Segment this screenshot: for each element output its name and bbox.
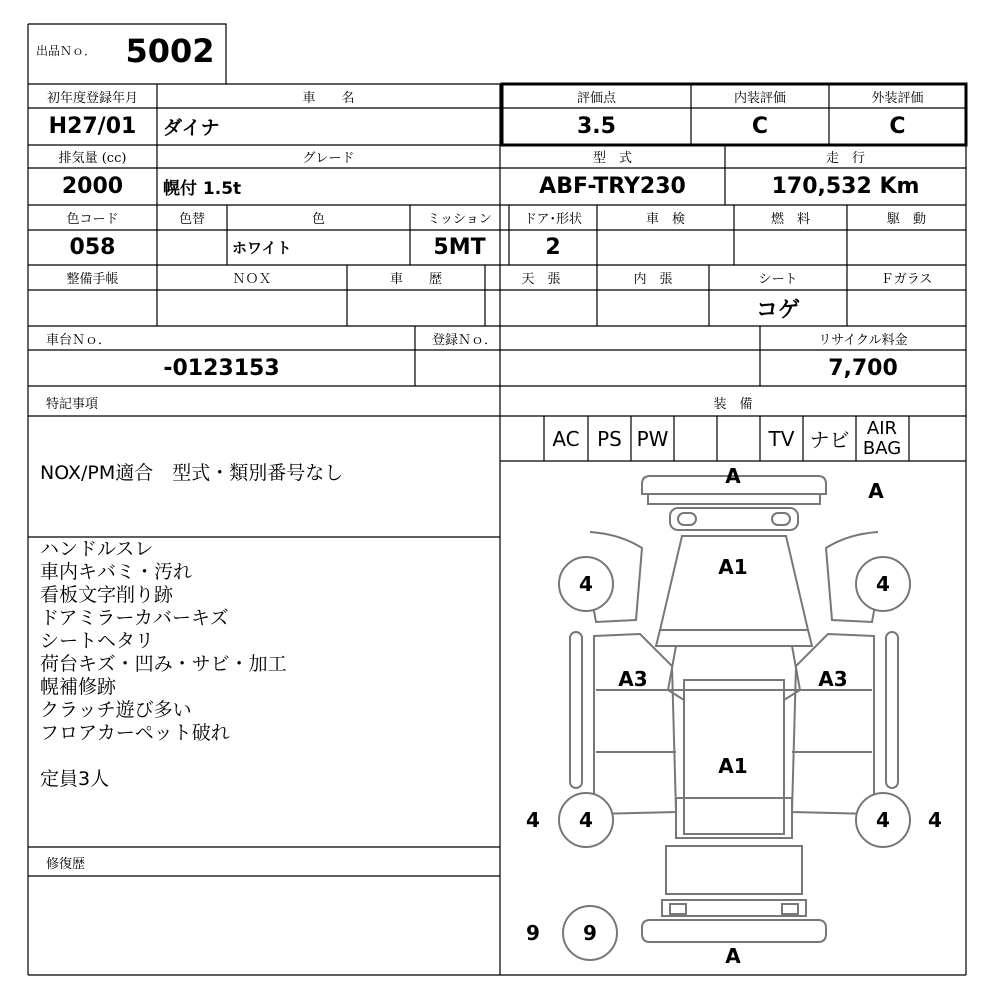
equip-ps: PS (597, 426, 622, 451)
tire-front-right-mark: 4 (876, 572, 890, 596)
notes-top-text: NOX/PM適合 型式・類別番号なし (40, 462, 344, 484)
seat-value: コゲ (755, 297, 800, 323)
note-line (40, 745, 287, 768)
tire-rear-right-outer-mark: 4 (928, 808, 942, 832)
left-door-shape (594, 634, 676, 814)
seat-label: シート (758, 272, 798, 287)
repair-label: 修復歴 (46, 856, 86, 872)
color-code-label: 色コード (66, 212, 119, 227)
front-right-mark: A (868, 479, 884, 503)
front-mark: A (725, 464, 741, 488)
grade-value: 幌付 1.5t (163, 179, 242, 199)
name-label: 車 名 (302, 90, 355, 106)
color-code-value: 058 (69, 235, 116, 260)
note-line: 幌補修跡 (40, 676, 117, 698)
drive-label: 駆 動 (886, 212, 926, 227)
notes-label: 特記事項 (46, 396, 99, 412)
roof-mark: A1 (718, 754, 748, 778)
note-line: ハンドルスレ (40, 538, 154, 560)
exterior-label: 外装評価 (871, 90, 924, 106)
color-label: 色 (311, 212, 325, 227)
equip-ac: AC (552, 426, 580, 451)
note-line: クラッチ遊び多い (40, 699, 192, 721)
windshield-mark: A1 (718, 555, 748, 579)
tire-front-left-mark: 4 (579, 572, 593, 596)
note-line: 車内キバミ・汚れ (40, 561, 193, 583)
recycle-value: 7,700 (828, 355, 898, 381)
score-value: 3.5 (577, 114, 616, 139)
mission-label: ミッション (427, 212, 492, 227)
vehicle-diagram (500, 461, 966, 975)
mileage-value: 170,532 Km (771, 174, 920, 199)
note-line: 定員3人 (40, 768, 110, 790)
note-line: シートヘタリ (40, 630, 155, 652)
right-door-shape (792, 634, 874, 814)
cab-roof-shape (668, 646, 800, 690)
note-line: ドアミラーカバーキズ (40, 607, 229, 629)
model-label: 型 式 (592, 151, 632, 166)
notes-list (40, 538, 287, 791)
name-value: ダイナ (163, 117, 220, 139)
model-value: ABF-TRY230 (539, 174, 686, 199)
door-label: ドア･形状 (523, 212, 583, 227)
displacement-label: 排気量 (cc) (58, 151, 127, 166)
interior-value: C (751, 114, 769, 139)
rear-mark: A (725, 944, 741, 968)
lot-label: 出品Ｎｏ． (36, 43, 97, 58)
regno-label: 登録Ｎｏ． (432, 332, 498, 348)
displacement-value: 2000 (61, 174, 124, 199)
left-side-mark: A3 (618, 667, 648, 691)
note-line: 看板文字削り跡 (40, 584, 174, 606)
interior-label: 内装評価 (733, 90, 786, 106)
exterior-value: C (889, 114, 906, 139)
windshield-shape (660, 536, 808, 630)
spare-tire-mark: 9 (583, 921, 597, 945)
inspection-label: 車 検 (645, 212, 685, 227)
grille-shape (670, 508, 798, 530)
history-label: 車 歴 (389, 272, 442, 287)
color-value: ホワイト (232, 239, 292, 257)
door-value: 2 (545, 235, 561, 260)
right-side-mark: A3 (818, 667, 848, 691)
lot-number: 5002 (125, 32, 215, 70)
tire-rear-left-mark: 4 (579, 808, 593, 832)
tire-rear-left-outer-mark: 4 (526, 808, 540, 832)
grade-label: グレード (302, 151, 355, 166)
color-change-label: 色替 (178, 212, 205, 227)
equip-tv: TV (768, 426, 795, 451)
equip-pw: PW (636, 426, 669, 451)
maintenance-label: 整備手帳 (66, 272, 119, 287)
chassis-label: 車台Ｎｏ． (46, 332, 112, 348)
equipment-label: 装 備 (713, 396, 753, 412)
tailgate-shape (666, 846, 802, 894)
roof-label: 天 張 (521, 272, 561, 287)
spare-outer-mark: 9 (526, 921, 540, 945)
tire-rear-right-mark: 4 (876, 808, 890, 832)
reg-value: H27/01 (48, 114, 137, 139)
inner-label: 内 張 (633, 272, 673, 287)
recycle-label: リサイクル料金 (818, 332, 908, 348)
reg-label: 初年度登録年月 (46, 90, 138, 106)
note-line: フロアカーペット破れ (40, 722, 230, 744)
note-line: 荷台キズ・凹み・サビ・加工 (40, 653, 287, 675)
glass-label: Ｆガラス (880, 272, 933, 287)
equip-navi: ナビ (809, 428, 850, 452)
equip-airbag: AIR BAG (862, 417, 902, 459)
fuel-label: 燃 料 (770, 212, 810, 227)
mission-value: 5MT (433, 235, 486, 260)
mileage-label: 走 行 (825, 151, 865, 166)
chassis-value: -0123153 (163, 355, 280, 381)
score-label: 評価点 (576, 90, 616, 106)
nox-label: ＮＯＸ (232, 272, 272, 287)
